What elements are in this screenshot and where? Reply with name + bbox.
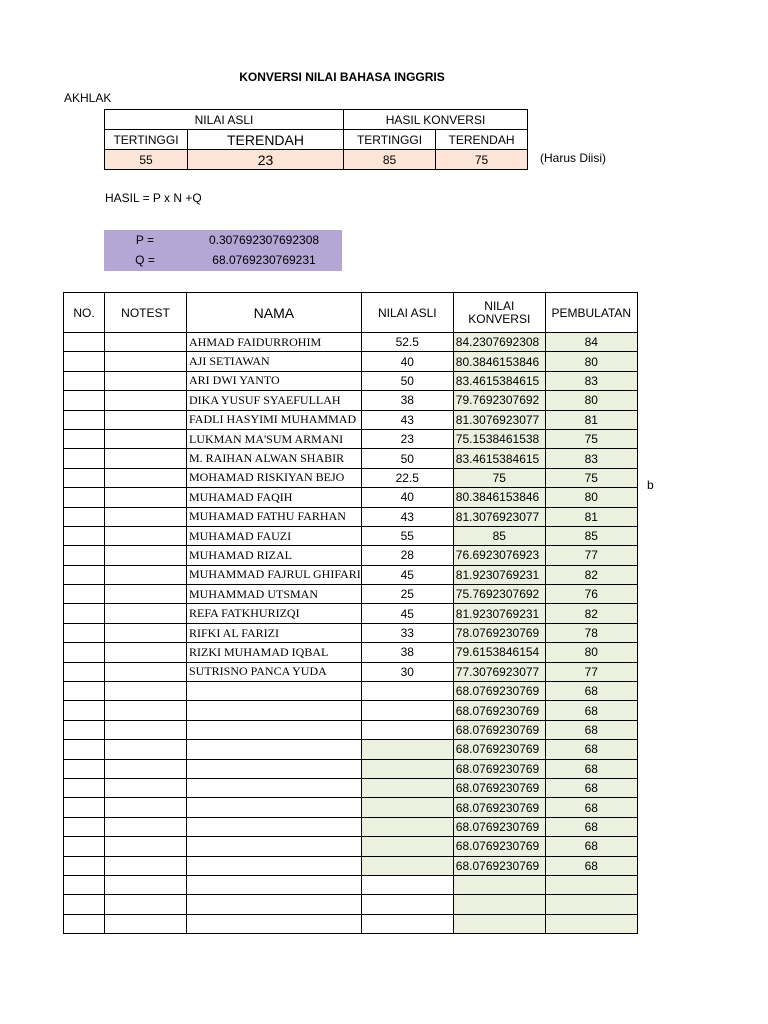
cell-nilai-konversi[interactable]: 68.0769230769	[453, 856, 545, 875]
cell-notest[interactable]	[105, 895, 187, 914]
cell-no[interactable]	[64, 449, 105, 468]
cell-no[interactable]	[64, 565, 105, 584]
header-nilai-konversi-line2: KONVERSI	[468, 311, 531, 326]
cell-nilai-asli[interactable]: 28	[361, 546, 453, 565]
cell-no[interactable]	[64, 701, 105, 720]
table-row	[64, 526, 638, 545]
cell-nilai-konversi[interactable]: 79.7692307692	[453, 391, 545, 410]
input-nilai-terendah[interactable]: 23	[188, 150, 344, 170]
cell-no[interactable]	[64, 623, 105, 642]
table-row	[64, 701, 638, 720]
cell-no[interactable]	[64, 682, 105, 701]
table-row	[64, 333, 638, 352]
table-row	[64, 352, 638, 371]
cell-nilai-konversi[interactable]: 68.0769230769	[453, 817, 545, 836]
cell-notest[interactable]	[105, 798, 187, 817]
cell-no[interactable]	[64, 914, 105, 933]
cell-no[interactable]	[64, 391, 105, 410]
cell-notest[interactable]	[105, 914, 187, 933]
header-no[interactable]: NO.	[64, 293, 105, 333]
cell-nilai-konversi[interactable]: 81.3076923077	[453, 410, 545, 429]
score-table	[63, 292, 638, 934]
cell-pembulatan[interactable]: 68	[545, 701, 637, 720]
cell-no[interactable]	[64, 429, 105, 448]
input-nilai-tertinggi[interactable]: 55	[105, 150, 188, 170]
cell-no[interactable]	[64, 895, 105, 914]
cell-pembulatan[interactable]: 68	[545, 720, 637, 739]
cell-nilai-konversi[interactable]: 83.4615384615	[453, 449, 545, 468]
cell-pembulatan[interactable]: 78	[545, 623, 637, 642]
coefficient-p-row[interactable]	[104, 230, 342, 250]
cell-nama[interactable]	[187, 798, 362, 817]
cell-no[interactable]	[64, 740, 105, 759]
table-row	[64, 391, 638, 410]
cell-notest[interactable]	[105, 546, 187, 565]
cell-nama[interactable]	[187, 895, 362, 914]
subject-label: AKHLAK	[64, 91, 112, 105]
cell-no[interactable]	[64, 662, 105, 681]
cell-pembulatan[interactable]: 68	[545, 798, 637, 817]
cell-nilai-asli[interactable]	[361, 914, 453, 933]
cell-nilai-asli[interactable]	[361, 759, 453, 778]
cell-no[interactable]	[64, 604, 105, 623]
cell-notest[interactable]	[105, 682, 187, 701]
cell-nama[interactable]: AHMAD FAIDURROHIM	[187, 333, 362, 352]
cell-nilai-asli[interactable]: 33	[361, 623, 453, 642]
summary-group-hasil-konversi[interactable]: HASIL KONVERSI	[344, 110, 528, 130]
coefficient-q-label: Q =	[135, 253, 155, 267]
score-table-header	[64, 293, 638, 333]
cell-nama[interactable]	[187, 682, 362, 701]
cell-pembulatan[interactable]: 80	[545, 488, 637, 507]
cell-nilai-konversi[interactable]	[453, 895, 545, 914]
cell-nilai-konversi[interactable]: 75.1538461538	[453, 429, 545, 448]
cell-nilai-konversi[interactable]: 80.3846153846	[453, 488, 545, 507]
cell-notest[interactable]	[105, 333, 187, 352]
cell-nilai-asli[interactable]	[361, 701, 453, 720]
cell-nilai-asli[interactable]: 40	[361, 488, 453, 507]
cell-notest[interactable]	[105, 410, 187, 429]
cell-nama[interactable]: FADLI HASYIMI MUHAMMAD	[187, 410, 362, 429]
cell-notest[interactable]	[105, 604, 187, 623]
cell-nama[interactable]: ARI DWI YANTO	[187, 371, 362, 390]
cell-nilai-asli[interactable]: 43	[361, 410, 453, 429]
cell-nama[interactable]	[187, 720, 362, 739]
cell-nama[interactable]	[187, 914, 362, 933]
cell-pembulatan[interactable]: 83	[545, 449, 637, 468]
table-row	[64, 546, 638, 565]
cell-nama[interactable]: M. RAIHAN ALWAN SHABIR	[187, 449, 362, 468]
cell-no[interactable]	[64, 468, 105, 487]
cell-pembulatan[interactable]: 84	[545, 333, 637, 352]
cell-nilai-konversi[interactable]: 68.0769230769	[453, 759, 545, 778]
cell-nama[interactable]: MUHAMAD FATHU FARHAN	[187, 507, 362, 526]
input-konversi-terendah[interactable]: 75	[436, 150, 528, 170]
header-nilai-konversi-line1: NILAI	[484, 298, 515, 313]
cell-nilai-konversi[interactable]	[453, 914, 545, 933]
cell-nilai-asli[interactable]: 40	[361, 352, 453, 371]
cell-notest[interactable]	[105, 720, 187, 739]
cell-nilai-asli[interactable]	[361, 856, 453, 875]
cell-nilai-asli[interactable]: 38	[361, 391, 453, 410]
table-row	[64, 837, 638, 856]
cell-nama[interactable]: REFA FATKHURIZQI	[187, 604, 362, 623]
cell-no[interactable]	[64, 856, 105, 875]
cell-nilai-konversi[interactable]: 81.3076923077	[453, 507, 545, 526]
cell-nama[interactable]	[187, 837, 362, 856]
cell-nilai-asli[interactable]	[361, 740, 453, 759]
cell-pembulatan[interactable]: 82	[545, 565, 637, 584]
cell-pembulatan[interactable]: 75	[545, 468, 637, 487]
cell-nama[interactable]: MUHAMAD FAQIH	[187, 488, 362, 507]
cell-nilai-asli[interactable]: 30	[361, 662, 453, 681]
cell-pembulatan[interactable]: 80	[545, 643, 637, 662]
cell-notest[interactable]	[105, 623, 187, 642]
table-row	[64, 778, 638, 797]
cell-nilai-asli[interactable]: 50	[361, 449, 453, 468]
cell-no[interactable]	[64, 643, 105, 662]
coefficient-p-value: 0.307692307692308	[208, 233, 320, 247]
cell-nilai-konversi[interactable]: 68.0769230769	[453, 798, 545, 817]
cell-nilai-konversi[interactable]: 75.7692307692	[453, 585, 545, 604]
cell-no[interactable]	[64, 507, 105, 526]
cell-nama[interactable]: MUHAMAD FAUZI	[187, 526, 362, 545]
table-row	[64, 856, 638, 875]
cell-no[interactable]	[64, 585, 105, 604]
cell-pembulatan[interactable]: 80	[545, 391, 637, 410]
cell-pembulatan[interactable]: 81	[545, 410, 637, 429]
cell-no[interactable]	[64, 817, 105, 836]
table-row	[64, 682, 638, 701]
cell-nama[interactable]: SUTRISNO PANCA YUDA	[187, 662, 362, 681]
cell-pembulatan[interactable]: 80	[545, 352, 637, 371]
cell-nama[interactable]	[187, 875, 362, 894]
cell-nilai-asli[interactable]: 25	[361, 585, 453, 604]
cell-nilai-konversi[interactable]	[453, 875, 545, 894]
summary-col-tertinggi-konversi[interactable]: TERTINGGI	[344, 130, 436, 150]
table-row	[64, 662, 638, 681]
cell-notest[interactable]	[105, 565, 187, 584]
summary-col-terendah-konversi[interactable]: TERENDAH	[436, 130, 528, 150]
table-row	[64, 875, 638, 894]
header-nama[interactable]: NAMA	[187, 293, 362, 333]
cell-notest[interactable]	[105, 371, 187, 390]
cell-no[interactable]	[64, 875, 105, 894]
cell-nilai-asli[interactable]: 50	[361, 371, 453, 390]
cell-nilai-konversi[interactable]: 85	[453, 526, 545, 545]
cell-pembulatan[interactable]: 68	[545, 856, 637, 875]
table-row	[64, 468, 638, 487]
table-row	[64, 759, 638, 778]
table-row	[64, 720, 638, 739]
cell-no[interactable]	[64, 352, 105, 371]
cell-notest[interactable]	[105, 526, 187, 545]
table-row	[64, 488, 638, 507]
header-notest[interactable]: NOTEST	[105, 293, 187, 333]
cell-pembulatan[interactable]: 85	[545, 526, 637, 545]
cell-no[interactable]	[64, 720, 105, 739]
coefficient-q-value: 68.0769230769231	[212, 253, 316, 267]
cell-no[interactable]	[64, 333, 105, 352]
cell-nama[interactable]	[187, 701, 362, 720]
summary-group-nilai-asli[interactable]: NILAI ASLI	[105, 110, 344, 130]
cell-pembulatan[interactable]: 68	[545, 740, 637, 759]
table-row	[64, 798, 638, 817]
cell-nilai-asli[interactable]	[361, 798, 453, 817]
coefficient-block	[104, 230, 342, 271]
cell-nama[interactable]	[187, 740, 362, 759]
cell-nama[interactable]	[187, 778, 362, 797]
cell-nilai-asli[interactable]	[361, 817, 453, 836]
cell-nilai-asli[interactable]	[361, 895, 453, 914]
table-row	[64, 643, 638, 662]
cell-nilai-konversi[interactable]: 68.0769230769	[453, 701, 545, 720]
cell-notest[interactable]	[105, 662, 187, 681]
cell-pembulatan[interactable]: 68	[545, 759, 637, 778]
cell-nilai-konversi[interactable]: 68.0769230769	[453, 720, 545, 739]
cell-pembulatan[interactable]: 77	[545, 546, 637, 565]
cell-nilai-konversi[interactable]: 83.4615384615	[453, 371, 545, 390]
cell-nama[interactable]: MUHAMMAD FAJRUL GHIFARI	[187, 565, 362, 584]
cell-no[interactable]	[64, 837, 105, 856]
table-row	[64, 585, 638, 604]
coefficient-q-row[interactable]	[104, 250, 342, 270]
header-pembulatan[interactable]: PEMBULATAN	[545, 293, 637, 333]
cell-notest[interactable]	[105, 856, 187, 875]
cell-nilai-konversi[interactable]: 68.0769230769	[453, 837, 545, 856]
cell-notest[interactable]	[105, 352, 187, 371]
table-row	[64, 895, 638, 914]
cell-notest[interactable]	[105, 585, 187, 604]
cell-pembulatan[interactable]: 83	[545, 371, 637, 390]
cell-nilai-konversi[interactable]: 81.9230769231	[453, 565, 545, 584]
cell-no[interactable]	[64, 778, 105, 797]
cell-nama[interactable]	[187, 856, 362, 875]
cell-notest[interactable]	[105, 468, 187, 487]
cell-nilai-asli[interactable]: 22.5	[361, 468, 453, 487]
cell-nilai-konversi[interactable]: 81.9230769231	[453, 604, 545, 623]
cell-nilai-asli[interactable]	[361, 875, 453, 894]
header-nilai-konversi[interactable]	[453, 293, 545, 333]
cell-pembulatan[interactable]: 77	[545, 662, 637, 681]
cell-nilai-konversi[interactable]: 80.3846153846	[453, 352, 545, 371]
table-row	[64, 623, 638, 642]
required-note: (Harus Diisi)	[540, 151, 606, 165]
cell-pembulatan[interactable]	[545, 895, 637, 914]
table-row	[64, 429, 638, 448]
document-title: KONVERSI NILAI BAHASA INGGRIS	[239, 70, 445, 84]
header-nilai-asli[interactable]: NILAI ASLI	[361, 293, 453, 333]
cell-no[interactable]	[64, 798, 105, 817]
cell-nama[interactable]: MOHAMAD RISKIYAN BEJO	[187, 468, 362, 487]
cell-nilai-konversi[interactable]: 68.0769230769	[453, 740, 545, 759]
cell-nilai-asli[interactable]	[361, 837, 453, 856]
cell-nama[interactable]: AJI SETIAWAN	[187, 352, 362, 371]
cell-pembulatan[interactable]: 68	[545, 778, 637, 797]
cell-nama[interactable]	[187, 759, 362, 778]
cell-pembulatan[interactable]: 82	[545, 604, 637, 623]
table-row	[64, 449, 638, 468]
cell-no[interactable]	[64, 488, 105, 507]
cell-pembulatan[interactable]: 68	[545, 837, 637, 856]
cell-nilai-konversi[interactable]: 78.0769230769	[453, 623, 545, 642]
cell-nilai-asli[interactable]: 55	[361, 526, 453, 545]
cell-nilai-asli[interactable]: 23	[361, 429, 453, 448]
table-row	[64, 410, 638, 429]
cell-nilai-asli[interactable]: 52.5	[361, 333, 453, 352]
cell-notest[interactable]	[105, 701, 187, 720]
cell-no[interactable]	[64, 546, 105, 565]
cell-nilai-asli[interactable]	[361, 682, 453, 701]
summary-table	[104, 109, 528, 170]
cell-no[interactable]	[64, 410, 105, 429]
cell-notest[interactable]	[105, 759, 187, 778]
cell-no[interactable]	[64, 759, 105, 778]
cell-notest[interactable]	[105, 817, 187, 836]
cell-nilai-konversi[interactable]: 84.2307692308	[453, 333, 545, 352]
cell-notest[interactable]	[105, 391, 187, 410]
cell-no[interactable]	[64, 371, 105, 390]
table-row	[64, 914, 638, 933]
cell-nilai-asli[interactable]: 45	[361, 604, 453, 623]
cell-nilai-asli[interactable]: 43	[361, 507, 453, 526]
cell-notest[interactable]	[105, 643, 187, 662]
cell-pembulatan[interactable]: 68	[545, 817, 637, 836]
cell-notest[interactable]	[105, 837, 187, 856]
cell-notest[interactable]	[105, 488, 187, 507]
cell-nama[interactable]: MUHAMAD RIZAL	[187, 546, 362, 565]
cell-pembulatan[interactable]	[545, 914, 637, 933]
table-row	[64, 740, 638, 759]
cell-notest[interactable]	[105, 740, 187, 759]
cell-nilai-konversi[interactable]: 68.0769230769	[453, 778, 545, 797]
cell-notest[interactable]	[105, 507, 187, 526]
cell-notest[interactable]	[105, 449, 187, 468]
cell-nilai-konversi[interactable]: 68.0769230769	[453, 682, 545, 701]
formula-text: HASIL = P x N +Q	[105, 191, 202, 205]
cell-no[interactable]	[64, 526, 105, 545]
cell-nama[interactable]	[187, 817, 362, 836]
cell-pembulatan[interactable]: 75	[545, 429, 637, 448]
cell-nama[interactable]: MUHAMMAD UTSMAN	[187, 585, 362, 604]
summary-col-tertinggi-asli[interactable]: TERTINGGI	[105, 130, 188, 150]
cell-notest[interactable]	[105, 875, 187, 894]
cell-nilai-asli[interactable]	[361, 720, 453, 739]
cell-nama[interactable]: RIFKI AL FARIZI	[187, 623, 362, 642]
cell-nama[interactable]: LUKMAN MA'SUM ARMANI	[187, 429, 362, 448]
cell-nilai-konversi[interactable]: 76.6923076923	[453, 546, 545, 565]
cell-nilai-asli[interactable]	[361, 778, 453, 797]
table-row	[64, 604, 638, 623]
cell-notest[interactable]	[105, 778, 187, 797]
cell-pembulatan[interactable]: 81	[545, 507, 637, 526]
coefficient-p-label: P =	[135, 233, 155, 247]
stray-cell-text: b	[647, 478, 654, 492]
cell-nilai-asli[interactable]: 45	[361, 565, 453, 584]
table-row	[64, 565, 638, 584]
cell-pembulatan[interactable]	[545, 875, 637, 894]
summary-col-terendah-asli[interactable]: TERENDAH	[188, 130, 344, 150]
table-row	[64, 371, 638, 390]
cell-pembulatan[interactable]: 68	[545, 682, 637, 701]
cell-nilai-konversi[interactable]: 77.3076923077	[453, 662, 545, 681]
cell-notest[interactable]	[105, 429, 187, 448]
input-konversi-tertinggi[interactable]: 85	[344, 150, 436, 170]
table-row	[64, 507, 638, 526]
table-row	[64, 817, 638, 836]
cell-nama[interactable]: RIZKI MUHAMAD IQBAL	[187, 643, 362, 662]
cell-nilai-konversi[interactable]: 75	[453, 468, 545, 487]
cell-nama[interactable]: DIKA YUSUF SYAEFULLAH	[187, 391, 362, 410]
cell-pembulatan[interactable]: 76	[545, 585, 637, 604]
cell-nilai-asli[interactable]: 38	[361, 643, 453, 662]
cell-nilai-konversi[interactable]: 79.6153846154	[453, 643, 545, 662]
